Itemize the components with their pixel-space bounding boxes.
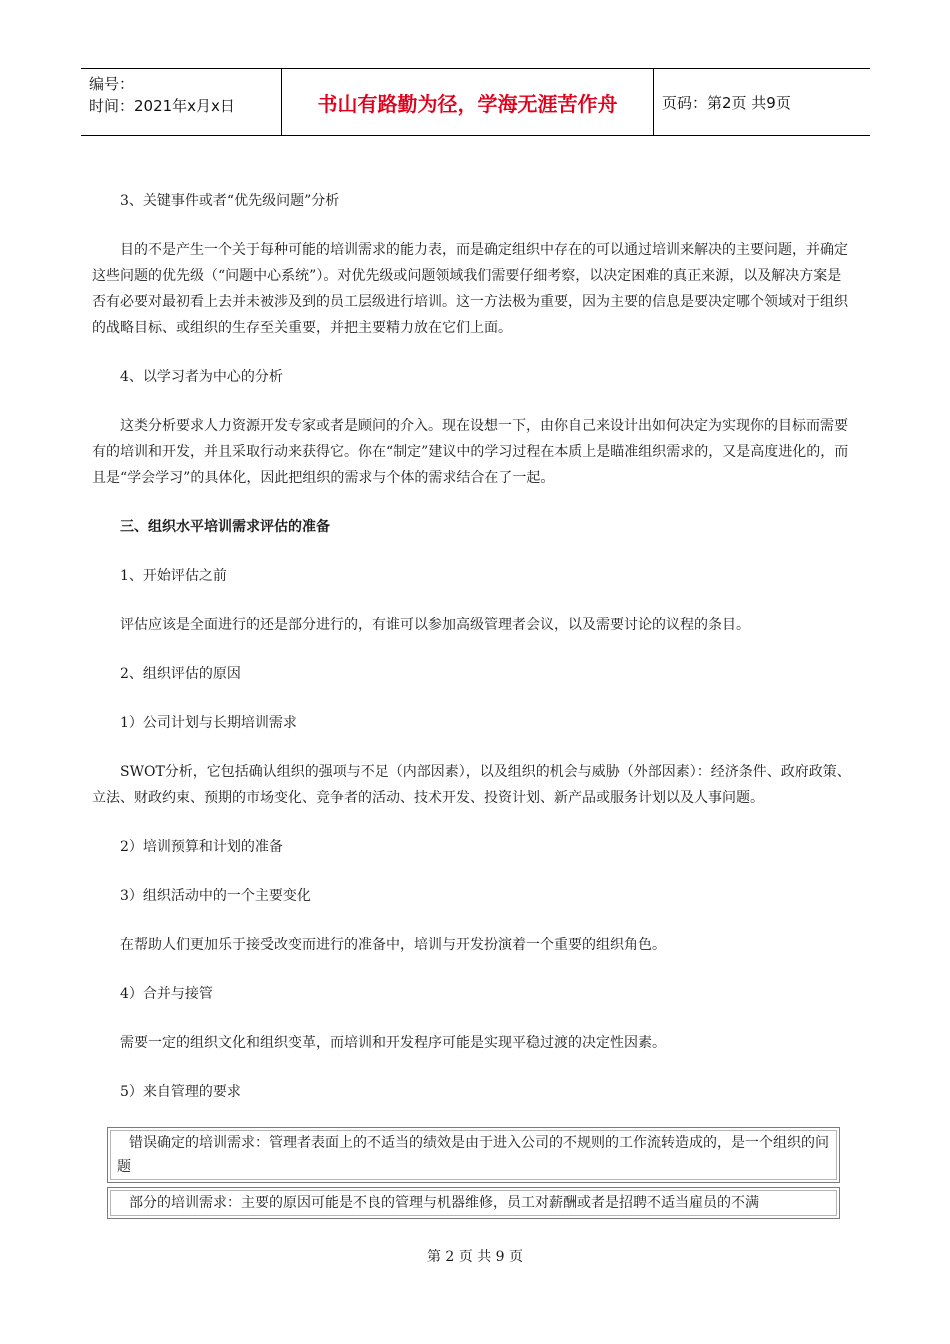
body-paragraph: 需要一定的组织文化和组织变革，而培训和开发程序可能是实现平稳过渡的决定性因素。	[120, 1035, 666, 1051]
subsection-heading: 2）培训预算和计划的准备	[120, 839, 283, 855]
section-heading: 2、组织评估的原因	[120, 666, 241, 682]
subsection-heading: 5）来自管理的要求	[120, 1084, 241, 1100]
chapter-heading: 三、组织水平培训需求评估的准备	[120, 519, 330, 535]
header-page-info: 页码：第2页 共9页	[662, 93, 791, 112]
training-needs-table-continued	[107, 1187, 840, 1219]
subsection-heading: 1）公司计划与长期培训需求	[120, 715, 297, 731]
header-meta	[81, 69, 281, 135]
page-header	[81, 68, 870, 136]
section-heading: 1、开始评估之前	[120, 568, 227, 584]
doc-number-label: 编号：	[89, 75, 135, 93]
subsection-heading: 3）组织活动中的一个主要变化	[120, 888, 311, 904]
table-row: 错误确定的培训需求：管理者表面上的不适当的绩效是由于进入公司的不规则的工作流转造成的，是一个组织的问题	[110, 1130, 837, 1180]
training-needs-table	[107, 1127, 840, 1183]
table-row: 部分的培训需求：主要的原因可能是不良的管理与机器维修，员工对薪酬或者是招聘不适当雇员的不满	[110, 1190, 837, 1216]
body-paragraph: 目的不是产生一个关于每种可能的培训需求的能力表，而是确定组织中存在的可以通过培训来解决的主要问题，并确定这些问题的优先级（“问题中心系统”）。对优先级或问题领域我们需要仔细考察，以决定困难的真正来源，以及解决方案是否有必要对最初看上去并未被涉及到的员工层级进行培训。这一方法极为重要，因为主要的信息是要决定哪个领域对于组织的战略目标、或组织的生存至关重要，并把主要精力放在它们上面。	[92, 242, 848, 336]
subsection-heading: 4）合并与接管	[120, 986, 213, 1002]
body-paragraph: 这类分析要求人力资源开发专家或者是顾问的介入。现在设想一下，由你自己来设计出如何决定为实现你的目标而需要有的培训和开发，并且采取行动来获得它。你在“制定”建议中的学习过程在本质上是瞄准组织需求的，又是高度进化的，而且是“学会学习”的具体化，因此把组织的需求与个体的需求结合在了一起。	[92, 418, 849, 486]
page-footer: 第 2 页 共 9 页	[426, 1249, 524, 1265]
section-heading: 4、以学习者为中心的分析	[120, 369, 283, 385]
section-heading: 3、关键事件或者“优先级问题”分析	[120, 193, 340, 209]
body-paragraph: 在帮助人们更加乐于接受改变而进行的准备中，培训与开发扮演着一个重要的组织角色。	[120, 937, 666, 953]
header-motto: 书山有路勤为径，学海无涯苦作舟	[281, 69, 654, 135]
body-paragraph: 评估应该是全面进行的还是部分进行的，有谁可以参加高级管理者会议，以及需要讨论的议程的条目。	[120, 617, 750, 633]
document-body	[92, 188, 854, 1105]
body-paragraph: SWOT分析，它包括确认组织的强项与不足（内部因素），以及组织的机会与威胁（外部因素）：经济条件、政府政策、立法、财政约束、预期的市场变化、竞争者的活动、技术开发、投资计划、新产品或服务计划以及人事问题。	[92, 764, 851, 806]
doc-time-label: 时间：2021年x月x日	[89, 97, 235, 115]
